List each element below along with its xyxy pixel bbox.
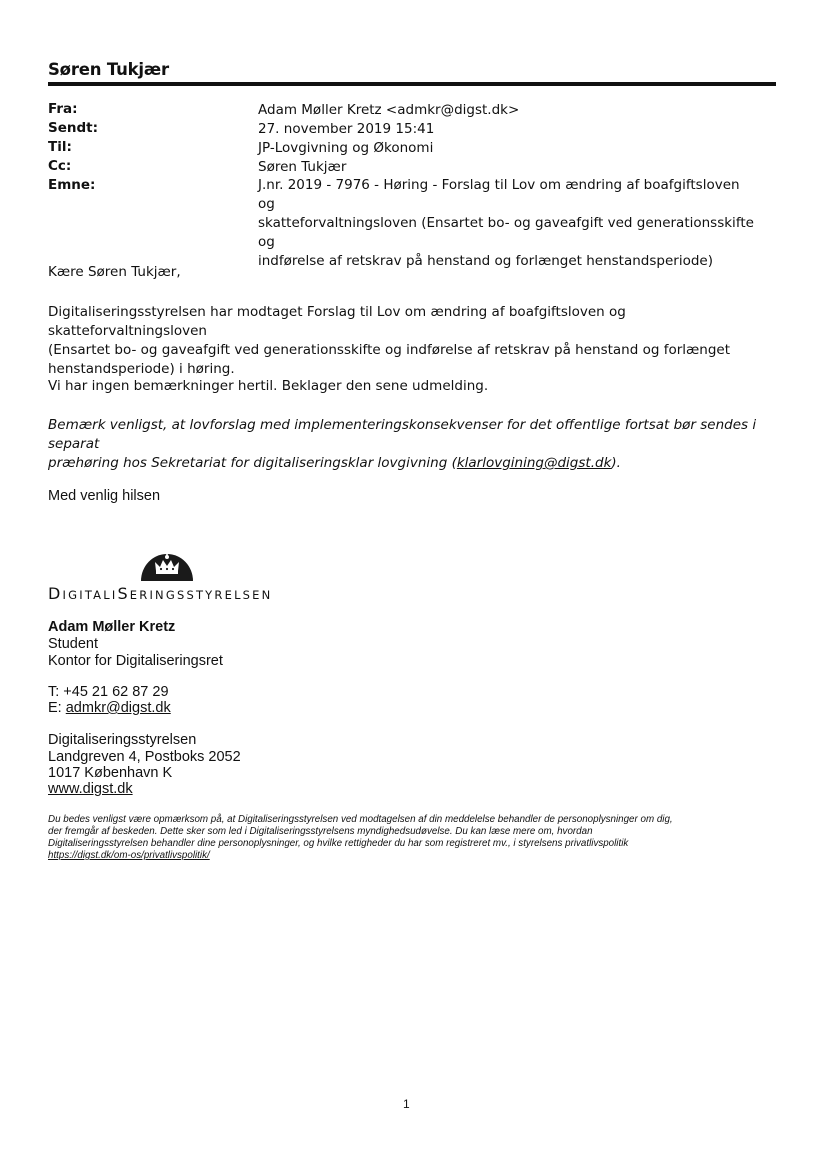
subject-line: indførelse af retskrav på henstand og forlænget henstandsperiode) xyxy=(258,253,713,269)
email-prefix: E: xyxy=(48,700,66,716)
cc-label: Cc: xyxy=(48,158,72,174)
sent-value: 27. november 2019 15:41 xyxy=(258,121,435,137)
subject-value xyxy=(258,176,758,271)
organization-logo-wordmark xyxy=(48,584,272,603)
notice-text: præhøring hos Sekretariat for digitaliseringsklar lovgivning ( xyxy=(48,455,457,471)
from-value: Adam Møller Kretz <admkr@digst.dk> xyxy=(258,102,520,118)
header-rule xyxy=(48,82,776,86)
signature-org: Digitaliseringsstyrelsen xyxy=(48,732,197,748)
privacy-policy-link[interactable]: https://digst.dk/om-os/privatlivspolitik/ xyxy=(48,850,210,861)
signature-website-link[interactable]: www.digst.dk xyxy=(48,781,133,797)
notice-line xyxy=(48,454,768,473)
paragraph-line: Digitaliseringsstyrelsen har modtaget Forslag til Lov om ændring af boafgiftsloven og skatteforvaltningsloven xyxy=(48,304,626,339)
crown-emblem-icon xyxy=(138,548,196,587)
signature-address-line: Landgreven 4, Postboks 2052 xyxy=(48,749,241,765)
signature-email-row xyxy=(48,700,171,717)
privacy-line: der fremgår af beskeden. Dette sker som led i Digitaliseringsstyrelsens myndighedsudøvelse. Du kan læse mere om, hvordan xyxy=(48,826,593,837)
to-label: Til: xyxy=(48,139,72,155)
paragraph-line: henstandsperiode) i høring. xyxy=(48,361,235,377)
body-paragraph-2: Vi har ingen bemærkninger hertil. Beklager den sene udmelding. xyxy=(48,378,489,394)
signature-email-link[interactable]: admkr@digst.dk xyxy=(65,700,171,716)
logo-text-part: IGITALI xyxy=(62,588,118,602)
notice-email-link[interactable]: klarlovgining@digst.dk xyxy=(456,455,612,471)
cc-value: Søren Tukjær xyxy=(258,159,347,175)
sent-label: Sendt: xyxy=(48,120,99,136)
signature-phone: T: +45 21 62 87 29 xyxy=(48,684,169,700)
greeting: Kære Søren Tukjær, xyxy=(48,264,181,280)
body-paragraph-1 xyxy=(48,303,768,379)
subject-line: J.nr. 2019 - 7976 - Høring - Forslag til Lov om ændring af boafgiftsloven og xyxy=(258,177,740,212)
privacy-line: Du bedes venligst være opmærksom på, at Digitaliseringsstyrelsen ved modtagelsen af din meddelelse behandler de personoplysninger om dig, xyxy=(48,814,673,825)
privacy-line: Digitaliseringsstyrelsen behandler dine personoplysninger, og hvilke rettigheder du har som registreret mv., i styrelsens privatlivspolitik xyxy=(48,838,629,849)
signature-name: Adam Møller Kretz xyxy=(48,619,176,635)
signature-department: Kontor for Digitaliseringsret xyxy=(48,653,223,669)
privacy-notice xyxy=(48,814,778,862)
document-owner-name: Søren Tukjær xyxy=(48,60,169,79)
subject-label: Emne: xyxy=(48,177,96,193)
logo-text-part: ERINGSSTYRELSEN xyxy=(129,588,273,602)
signature-address-line: 1017 København K xyxy=(48,765,173,781)
to-value: JP-Lovgivning og Økonomi xyxy=(258,140,434,156)
closing-greeting: Med venlig hilsen xyxy=(48,488,161,504)
notice-text: ). xyxy=(611,455,621,471)
notice-paragraph xyxy=(48,416,768,473)
page-number: 1 xyxy=(403,1097,410,1111)
notice-line: Bemærk venligst, at lovforslag med implementeringskonsekvenser for det offentlige fortsat bør sendes i separat xyxy=(48,417,757,452)
subject-line: skatteforvaltningsloven (Ensartet bo- og gaveafgift ved generationsskifte og xyxy=(258,215,754,250)
from-label: Fra: xyxy=(48,101,78,117)
signature-title: Student xyxy=(48,636,98,652)
logo-initial: D xyxy=(48,584,63,603)
paragraph-line: (Ensartet bo- og gaveafgift ved generationsskifte og indførelse af retskrav på henstand og forlænget xyxy=(48,342,731,358)
logo-initial: S xyxy=(117,584,130,603)
